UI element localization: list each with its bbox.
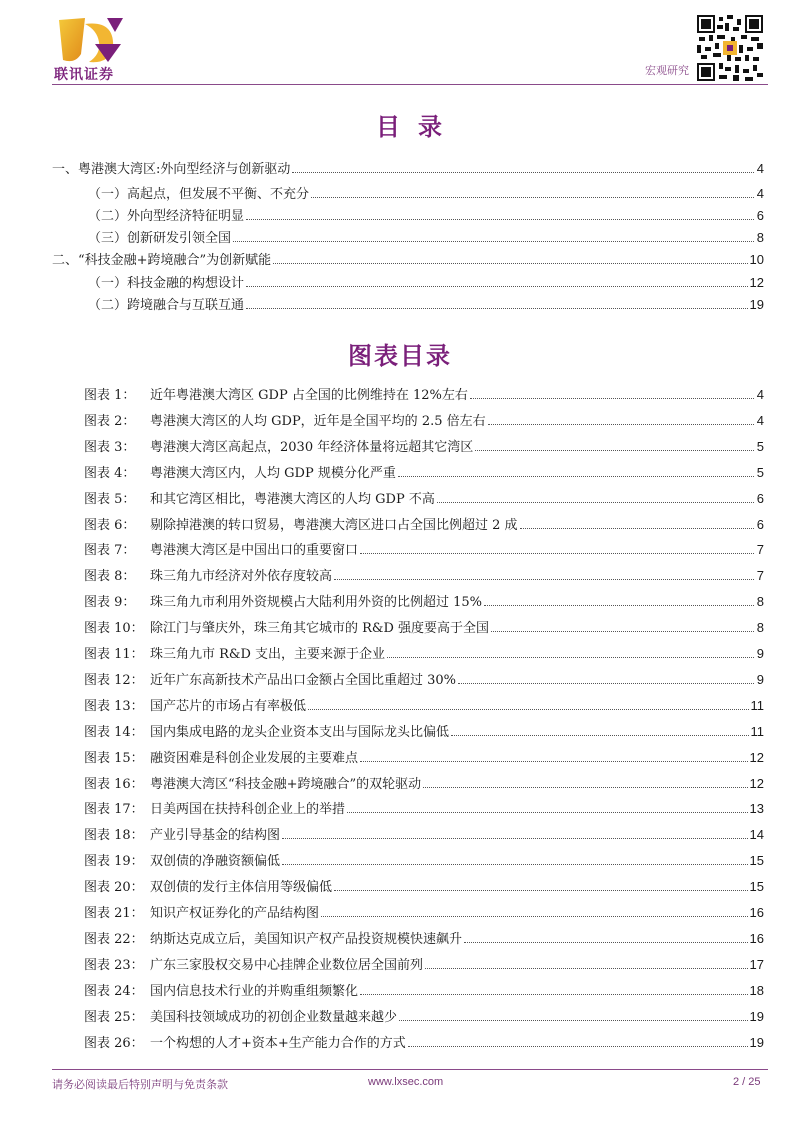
dot-leader [387,656,754,658]
dot-leader [398,475,754,477]
figure-item-page: 6 [756,490,764,506]
figure-item-page: 16 [749,930,764,946]
figure-item-title: 珠三角九市 R&D 支出，主要来源于企业 [150,647,386,662]
figure-item[interactable] [84,384,764,403]
toc-item-label: （一）科技金融的构想设计 [88,276,245,291]
dot-leader [475,449,754,451]
footer-website[interactable]: www.lxsec.com [368,1076,444,1088]
toc-title: 目录 [376,112,460,141]
figure-item-title: 粤港澳大湾区“科技金融+跨境融合”的双轮驱动 [150,776,422,792]
figure-item-label: 图表 6： [84,517,136,533]
footer-page-indicator: 2 / 25 [733,1076,761,1088]
figure-item[interactable] [84,824,764,843]
figure-item-label: 图表 3： [84,439,136,455]
dot-leader [360,760,748,762]
figure-item-title: 珠三角九市利用外资规模占大陆利用外资的比例超过 15% [150,595,483,611]
figure-item-title: 和其它湾区相比，粤港澳大湾区的人均 GDP 不高 [150,491,435,507]
figure-item-page: 18 [749,982,764,998]
figure-item-label: 图表 25： [84,1009,144,1025]
figure-item-page: 4 [756,387,764,402]
dot-leader [321,915,748,917]
dot-leader [282,863,748,865]
figure-item[interactable] [84,643,764,662]
figure-item-label: 图表 11： [84,647,144,662]
figure-item[interactable] [84,488,764,507]
dot-leader [470,397,754,399]
figure-item-page: 9 [756,646,764,661]
figure-item-page: 5 [756,438,764,454]
figure-item-page: 15 [749,879,764,895]
figure-item-label: 图表 4： [84,465,136,481]
figure-item-page: 8 [756,594,764,610]
dot-leader [408,1045,748,1047]
header-divider [52,84,768,85]
toc-item-label: （三）创新研发引领全国 [88,231,232,246]
toc-item-page: 10 [749,252,764,267]
figure-item-label: 图表 13： [84,698,144,714]
figure-item-page: 11 [750,697,764,713]
figure-item-title: 粤港澳大湾区是中国出口的重要窗口 [150,543,359,559]
dot-leader [282,837,748,839]
toc-item[interactable] [88,272,764,291]
figure-item-title: 广东三家股权交易中心挂牌企业数位居全国前列 [150,957,424,973]
figure-item-title: 国产芯片的市场占有率极低 [150,698,307,714]
dot-leader [360,552,754,554]
figure-item-label: 图表 22： [84,931,144,947]
report-type: 宏观研究 [645,64,689,77]
dot-leader [484,604,754,606]
figure-item-title: 知识产权证券化的产品结构图 [150,906,320,921]
figure-item[interactable] [84,773,764,792]
figure-item-title: 双创债的发行主体信用等级偏低 [150,880,333,896]
dot-leader [423,786,747,788]
dot-leader [246,285,748,287]
figure-item-page: 15 [749,853,764,869]
figure-item-label: 图表 8： [84,569,136,585]
figure-item-label: 图表 18： [84,828,144,844]
figure-item[interactable] [84,565,764,584]
dot-leader [334,578,754,580]
figure-item[interactable] [84,1032,764,1051]
figure-item-title: 近年广东高新技术产品出口金额占全国比重超过 30% [150,672,457,688]
dot-leader [347,811,748,813]
figure-item-title: 一个构想的人才+资本+生产能力合作的方式 [150,1035,406,1051]
figure-item-page: 11 [750,723,764,739]
figure-item[interactable] [84,876,764,895]
dot-leader [246,218,754,220]
dot-leader [311,196,754,198]
figure-item[interactable] [84,954,764,973]
toc-item-label: 二、“科技金融+跨境融合”为创新赋能 [52,253,272,268]
dot-leader [491,630,754,632]
figure-item-page: 12 [749,749,764,765]
qr-code-icon [697,15,763,81]
toc-item-label: （二）跨境融合与互联互通 [88,298,245,313]
figure-item-title: 日美两国在扶持科创企业上的举措 [150,802,346,818]
figure-item-label: 图表 9： [84,595,136,611]
figure-item[interactable] [84,514,764,533]
toc-item-page: 4 [756,161,764,176]
toc-item[interactable] [88,205,764,224]
figure-item-page: 8 [756,620,764,636]
toc-item-label: （一）高起点，但发展不平衡、不充分 [88,187,310,202]
dot-leader [360,993,748,995]
toc-item-label: 一、粤港澳大湾区:外向型经济与创新驱动 [52,162,291,177]
dot-leader [233,240,754,242]
figure-item-label: 图表 15： [84,750,144,766]
figure-item-label: 图表 17： [84,802,144,818]
dot-leader [425,967,748,969]
figure-item[interactable] [84,721,764,740]
figure-item-title: 纳斯达克成立后，美国知识产权产品投资规模快速飙升 [150,931,463,947]
figure-item-page: 7 [756,568,764,584]
figure-item-title: 国内集成电路的龙头企业资本支出与国际龙头比偏低 [150,724,450,740]
figure-item-title: 美国科技领域成功的初创企业数量越来越少 [150,1009,398,1025]
figure-item[interactable] [84,436,764,455]
figure-item-label: 图表 23： [84,957,144,973]
dot-leader [308,708,748,710]
toc-item-page: 19 [749,297,764,312]
figure-item-label: 图表 21： [84,906,144,921]
toc-item-page: 4 [756,186,764,201]
figure-item-title: 国内信息技术行业的并购重组频繁化 [150,983,359,999]
dot-leader [292,171,754,173]
dot-leader [246,307,748,309]
figure-item-title: 近年粤港澳大湾区 GDP 占全国的比例维持在 12%左右 [150,388,468,403]
figure-item-label: 图表 16： [84,776,144,792]
figure-item[interactable] [84,980,764,999]
figure-item-label: 图表 1： [84,388,136,403]
figure-item-page: 5 [756,464,764,480]
dot-leader [437,501,754,503]
figure-item-page: 7 [756,542,764,558]
toc-item[interactable] [52,249,764,268]
toc-item-page: 6 [756,208,764,223]
toc-item-page: 12 [749,275,764,290]
figure-item-page: 16 [749,905,764,920]
figure-item-page: 6 [756,516,764,532]
figure-item[interactable] [84,798,764,817]
dot-leader [273,262,747,264]
figure-item-page: 14 [749,827,764,843]
dot-leader [520,527,754,529]
logo-text: 联讯证券 [54,67,114,83]
figure-item-title: 剔除掉港澳的转口贸易，粤港澳大湾区进口占全国比例超过 2 成 [150,517,518,533]
figure-item-page: 4 [756,412,764,428]
figure-item[interactable] [84,539,764,558]
figure-item-label: 图表 20： [84,880,144,896]
figure-item[interactable] [84,850,764,869]
figure-item-label: 图表 26： [84,1035,144,1051]
dot-leader [451,734,748,736]
dot-leader [399,1019,748,1021]
toc-item[interactable] [52,158,764,177]
dot-leader [458,682,754,684]
figure-item-page: 12 [749,775,764,791]
figure-item[interactable] [84,747,764,766]
figure-item-title: 双创债的净融资额偏低 [150,854,281,870]
figure-item-title: 粤港澳大湾区内，人均 GDP 规模分化严重 [150,465,396,481]
dot-leader [334,889,748,891]
figure-item-title: 粤港澳大湾区的人均 GDP，近年是全国平均的 2.5 倍左右 [150,413,486,429]
toc-item[interactable] [88,294,764,313]
figure-item-label: 图表 14： [84,724,144,740]
figure-item-page: 19 [749,1034,764,1050]
figure-item[interactable] [84,695,764,714]
figure-item-page: 9 [756,671,764,687]
toc-item-label: （二）外向型经济特征明显 [88,209,245,224]
figure-item-label: 图表 12： [84,672,144,688]
figure-item-title: 除江门与肇庆外，珠三角其它城市的 R&D 强度要高于全国 [150,621,490,637]
figure-item-title: 融资困难是科创企业发展的主要难点 [150,750,359,766]
toc-item-page: 8 [756,230,764,245]
figure-item[interactable] [84,1006,764,1025]
figure-item-title: 产业引导基金的结构图 [150,828,281,844]
toc-item[interactable] [88,183,764,202]
dot-leader [488,423,754,425]
figure-item-label: 图表 10： [84,621,144,637]
figure-item-title: 珠三角九市经济对外依存度较高 [150,569,333,585]
figure-item-label: 图表 7： [84,543,136,559]
figure-item-title: 粤港澳大湾区高起点，2030 年经济体量将远超其它湾区 [150,439,474,455]
figure-item[interactable] [84,902,764,921]
figure-item-page: 17 [749,956,764,972]
figure-item-page: 19 [749,1008,764,1024]
figure-item-label: 图表 2： [84,413,136,429]
figure-item[interactable] [84,462,764,481]
figure-item[interactable] [84,617,764,636]
footer-divider [52,1069,768,1070]
figure-item-label: 图表 24： [84,983,144,999]
figure-item-page: 13 [749,801,764,817]
figure-item[interactable] [84,669,764,688]
figures-title: 图表目录 [348,341,452,370]
figure-item[interactable] [84,591,764,610]
footer-disclaimer[interactable]: 请务必阅读最后特别声明与免责条款 [52,1078,228,1091]
toc-item[interactable] [88,227,764,246]
figure-item-label: 图表 5： [84,491,136,507]
figure-item[interactable] [84,928,764,947]
figure-item[interactable] [84,410,764,429]
dot-leader [464,941,748,943]
figure-item-label: 图表 19： [84,854,144,870]
